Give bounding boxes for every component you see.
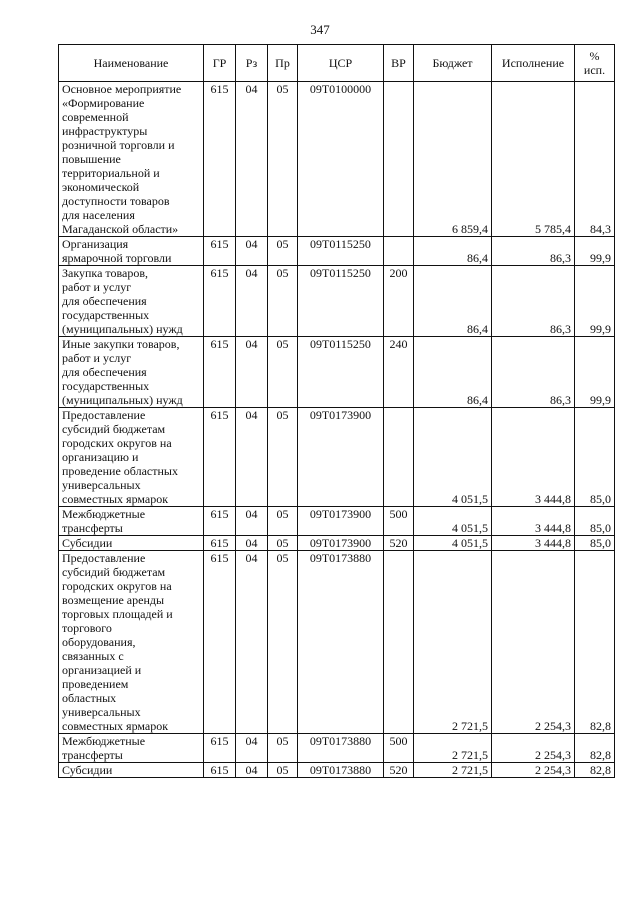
row-rz: 04	[236, 763, 268, 778]
row-vr: 500	[384, 734, 414, 763]
row-budget: 6 859,4	[414, 82, 492, 237]
row-budget: 86,4	[414, 266, 492, 337]
row-budget: 2 721,5	[414, 734, 492, 763]
row-vr	[384, 237, 414, 266]
page-number: 347	[310, 22, 330, 37]
row-vr	[384, 82, 414, 237]
header-budget: Бюджет	[414, 45, 492, 82]
row-percent: 82,8	[575, 551, 615, 734]
row-csr: 09Т0173880	[298, 763, 384, 778]
row-gr: 615	[204, 266, 236, 337]
row-percent: 84,3	[575, 82, 615, 237]
row-budget: 2 721,5	[414, 551, 492, 734]
row-percent: 85,0	[575, 536, 615, 551]
row-execution: 3 444,8	[492, 536, 575, 551]
row-budget: 4 051,5	[414, 408, 492, 507]
table-row	[59, 237, 615, 266]
table-row	[59, 337, 615, 408]
row-vr: 500	[384, 507, 414, 536]
row-pr: 05	[268, 536, 298, 551]
row-csr: 09Т0173900	[298, 507, 384, 536]
row-gr: 615	[204, 337, 236, 408]
row-rz: 04	[236, 507, 268, 536]
row-vr: 240	[384, 337, 414, 408]
row-rz: 04	[236, 734, 268, 763]
row-name: Предоставление субсидий бюджетам городских округов на организацию и проведение областных универсальных совместных ярмарок	[59, 408, 204, 507]
row-execution: 3 444,8	[492, 507, 575, 536]
row-rz: 04	[236, 82, 268, 237]
row-pr: 05	[268, 507, 298, 536]
row-csr: 09Т0173900	[298, 408, 384, 507]
row-percent: 99,9	[575, 337, 615, 408]
table-row	[59, 266, 615, 337]
row-name: Организация ярмарочной торговли	[59, 237, 204, 266]
table-row	[59, 507, 615, 536]
header-execution: Исполнение	[492, 45, 575, 82]
table-row	[59, 763, 615, 778]
row-rz: 04	[236, 536, 268, 551]
header-vr: ВР	[384, 45, 414, 82]
row-pr: 05	[268, 237, 298, 266]
row-percent: 99,9	[575, 237, 615, 266]
row-budget: 4 051,5	[414, 507, 492, 536]
table-row	[59, 536, 615, 551]
row-name: Межбюджетные трансферты	[59, 734, 204, 763]
row-budget: 4 051,5	[414, 536, 492, 551]
row-gr: 615	[204, 82, 236, 237]
row-pr: 05	[268, 408, 298, 507]
row-rz: 04	[236, 551, 268, 734]
row-execution: 2 254,3	[492, 763, 575, 778]
header-pr: Пр	[268, 45, 298, 82]
row-percent: 85,0	[575, 408, 615, 507]
table-row	[59, 408, 615, 507]
header-rz: Рз	[236, 45, 268, 82]
row-csr: 09Т0173880	[298, 734, 384, 763]
row-csr: 09Т0115250	[298, 266, 384, 337]
row-budget: 86,4	[414, 237, 492, 266]
row-gr: 615	[204, 551, 236, 734]
row-gr: 615	[204, 237, 236, 266]
row-gr: 615	[204, 763, 236, 778]
row-execution: 86,3	[492, 337, 575, 408]
row-budget: 2 721,5	[414, 763, 492, 778]
row-vr	[384, 408, 414, 507]
header-name: Наименование	[59, 45, 204, 82]
row-pr: 05	[268, 551, 298, 734]
row-percent: 99,9	[575, 266, 615, 337]
row-csr: 09Т0100000	[298, 82, 384, 237]
table-row	[59, 734, 615, 763]
row-percent: 82,8	[575, 763, 615, 778]
row-name: Иные закупки товаров, работ и услуг для обеспечения государственных (муниципальных) нужд	[59, 337, 204, 408]
row-gr: 615	[204, 734, 236, 763]
row-execution: 5 785,4	[492, 82, 575, 237]
row-execution: 2 254,3	[492, 734, 575, 763]
row-budget: 86,4	[414, 337, 492, 408]
row-name: Закупка товаров, работ и услуг для обеспечения государственных (муниципальных) нужд	[59, 266, 204, 337]
row-name: Основное мероприятие «Формирование современной инфраструктуры розничной торговли и повышение территориальной и экономической доступности товаров для населения Магаданской области»	[59, 82, 204, 237]
table-row	[59, 551, 615, 734]
table-body	[59, 82, 615, 778]
header-gr: ГР	[204, 45, 236, 82]
table-row	[59, 82, 615, 237]
row-rz: 04	[236, 408, 268, 507]
row-execution: 86,3	[492, 237, 575, 266]
row-csr: 09Т0173900	[298, 536, 384, 551]
row-rz: 04	[236, 237, 268, 266]
row-pr: 05	[268, 337, 298, 408]
row-name: Предоставление субсидий бюджетам городских округов на возмещение аренды торговых площадей и торгового оборудования, связанных с организацией и проведением областных универсальных совместных ярмарок	[59, 551, 204, 734]
row-execution: 2 254,3	[492, 551, 575, 734]
row-name: Субсидии	[59, 536, 204, 551]
row-execution: 3 444,8	[492, 408, 575, 507]
budget-table	[58, 44, 615, 778]
header-csr: ЦСР	[298, 45, 384, 82]
row-percent: 82,8	[575, 734, 615, 763]
row-csr: 09Т0115250	[298, 337, 384, 408]
row-pr: 05	[268, 734, 298, 763]
row-vr	[384, 551, 414, 734]
row-rz: 04	[236, 337, 268, 408]
row-vr: 200	[384, 266, 414, 337]
row-csr: 09Т0173880	[298, 551, 384, 734]
row-rz: 04	[236, 266, 268, 337]
row-name: Межбюджетные трансферты	[59, 507, 204, 536]
row-pr: 05	[268, 763, 298, 778]
row-gr: 615	[204, 408, 236, 507]
row-gr: 615	[204, 507, 236, 536]
header-percent: % исп.	[575, 45, 615, 82]
row-pr: 05	[268, 266, 298, 337]
row-gr: 615	[204, 536, 236, 551]
row-csr: 09Т0115250	[298, 237, 384, 266]
row-percent: 85,0	[575, 507, 615, 536]
row-execution: 86,3	[492, 266, 575, 337]
table-header-row	[59, 45, 615, 82]
row-pr: 05	[268, 82, 298, 237]
row-vr: 520	[384, 536, 414, 551]
row-name: Субсидии	[59, 763, 204, 778]
row-vr: 520	[384, 763, 414, 778]
